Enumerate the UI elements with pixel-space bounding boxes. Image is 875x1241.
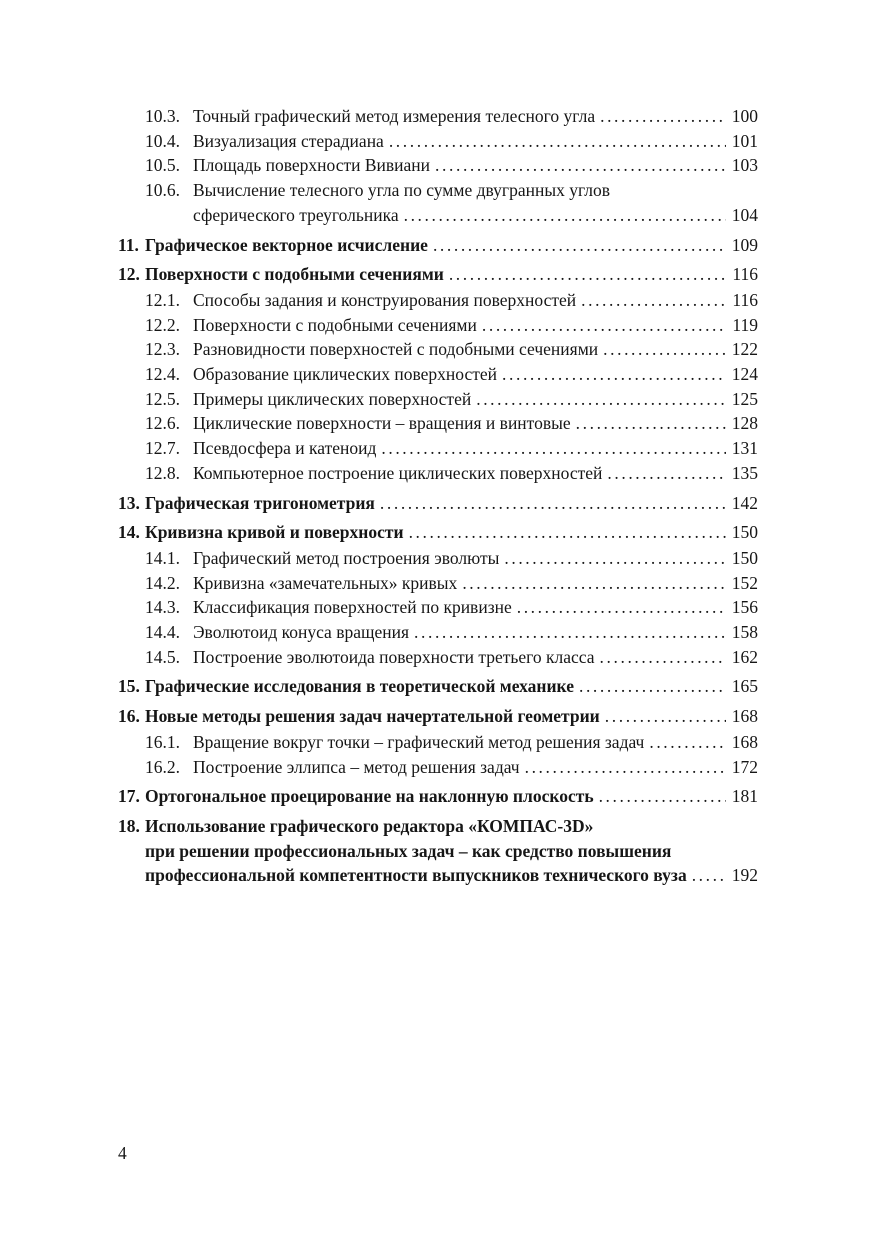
entry-number: 14. (118, 522, 140, 543)
entry-page: 116 (732, 289, 758, 310)
entry-page: 150 (731, 547, 758, 568)
footer-page-number: 4 (118, 1143, 127, 1163)
dot-leader (462, 571, 726, 596)
toc-entry-line (118, 839, 758, 864)
toc-entry (118, 313, 758, 338)
toc-entry-line (145, 178, 758, 203)
entry-number: 14.4. (145, 622, 180, 643)
toc-entry-line (118, 784, 758, 809)
entry-title: Разновидности поверхностей с подобными сечениями (193, 339, 599, 360)
entry-number: 14.5. (145, 646, 180, 667)
entry-number: 10.5. (145, 155, 180, 176)
entry-number: 14.2. (145, 572, 180, 593)
dot-leader (389, 129, 726, 154)
entry-page: 168 (731, 706, 758, 727)
dot-leader (502, 362, 726, 387)
toc-entry (118, 674, 758, 699)
toc-entry-line (145, 129, 758, 154)
entry-title: профессиональной компетентности выпускников технического вуза (145, 865, 687, 886)
toc-entry-line (145, 595, 758, 620)
toc-entry-line (118, 520, 758, 545)
entry-number: 14.3. (145, 597, 180, 618)
entry-number: 12.1. (145, 289, 180, 310)
toc-entry-line (145, 546, 758, 571)
toc-entry (118, 288, 758, 313)
toc-entry-line (145, 620, 758, 645)
toc-entry (118, 178, 758, 227)
entry-title: Кривизна «замечательных» кривых (193, 572, 458, 593)
toc-entry-line (118, 814, 758, 839)
dot-leader (576, 411, 726, 436)
toc-entry-line (145, 755, 758, 780)
entry-page: 104 (731, 204, 758, 225)
toc-entry (118, 337, 758, 362)
dot-leader (476, 387, 726, 412)
entry-title: Примеры циклических поверхностей (193, 388, 472, 409)
entry-number: 10.6. (145, 180, 180, 201)
toc-entry (118, 436, 758, 461)
dot-leader (433, 233, 726, 258)
toc-entry-line (145, 288, 758, 313)
entry-title: сферического треугольника (193, 204, 399, 225)
dot-leader (607, 461, 726, 486)
entry-title: Построение эволютоида поверхности третьего класса (193, 646, 595, 667)
entry-title: Построение эллипса – метод решения задач (193, 756, 520, 777)
dot-leader (605, 704, 726, 729)
entry-page: 103 (731, 155, 758, 176)
toc-entry-line (145, 387, 758, 412)
toc-entry (118, 129, 758, 154)
toc-entry-line (145, 411, 758, 436)
toc-entry-line (145, 436, 758, 461)
toc-entry (118, 362, 758, 387)
entry-number: 15. (118, 676, 140, 697)
toc-entry (118, 571, 758, 596)
dot-leader (599, 784, 726, 809)
entry-title: Псевдосфера и катеноид (193, 438, 377, 459)
entry-title: Вычисление телесного угла по сумме двугранных углов (193, 180, 611, 201)
toc-entry-line (145, 203, 758, 228)
toc-entry (118, 704, 758, 729)
entry-page: 156 (731, 597, 758, 618)
entry-number: 12. (118, 264, 140, 285)
toc-entry (118, 814, 758, 888)
toc-entry (118, 755, 758, 780)
entry-number: 12.5. (145, 388, 180, 409)
entry-number: 11. (118, 234, 139, 255)
entry-title: Ортогональное проецирование на наклонную плоскость (145, 786, 594, 807)
entry-page: 100 (731, 106, 758, 126)
entry-page: 152 (731, 572, 758, 593)
toc-entry (118, 104, 758, 129)
toc-entry (118, 784, 758, 809)
toc-entry-line (145, 571, 758, 596)
toc-entry (118, 411, 758, 436)
dot-leader (603, 337, 726, 362)
toc-entry (118, 461, 758, 486)
dot-leader (517, 595, 726, 620)
dot-leader (504, 546, 726, 571)
toc-entry (118, 595, 758, 620)
toc-entry-line (145, 730, 758, 755)
entry-title: Компьютерное построение циклических поверхностей (193, 462, 603, 483)
entry-number: 12.3. (145, 339, 180, 360)
toc-entry (118, 730, 758, 755)
toc-entry-line (145, 104, 758, 129)
entry-number: 12.4. (145, 364, 180, 385)
entry-number: 10.4. (145, 130, 180, 151)
entry-page: 124 (731, 364, 758, 385)
entry-title: Поверхности с подобными сечениями (145, 264, 444, 285)
entry-title: Графические исследования в теоретической механике (145, 676, 574, 697)
entry-number: 12.6. (145, 413, 180, 434)
entry-page: 150 (731, 522, 758, 543)
entry-number: 13. (118, 492, 140, 513)
entry-title: Визуализация стерадиана (193, 130, 384, 151)
entry-page: 192 (731, 865, 758, 886)
toc-entry (118, 620, 758, 645)
entry-page: 131 (731, 438, 758, 459)
dot-leader (600, 645, 726, 670)
entry-page: 158 (731, 622, 758, 643)
entry-title: Способы задания и конструирования поверхностей (193, 289, 577, 310)
entry-page: 135 (731, 462, 758, 483)
entry-page: 128 (731, 413, 758, 434)
toc-entry-line (145, 313, 758, 338)
toc-entry-line (145, 645, 758, 670)
toc-list (118, 104, 758, 889)
entry-title: Образование циклических поверхностей (193, 364, 498, 385)
dot-leader (581, 288, 726, 313)
toc-entry-line (145, 153, 758, 178)
entry-title: при решении профессиональных задач – как средство повышения (145, 840, 672, 861)
dot-leader (600, 104, 726, 129)
toc-entry (118, 491, 758, 516)
entry-page: 122 (731, 339, 758, 360)
entry-page: 142 (731, 492, 758, 513)
toc-entry (118, 262, 758, 287)
dot-leader (525, 755, 726, 780)
dot-leader (692, 863, 726, 888)
entry-title: Эволютоид конуса вращения (193, 622, 410, 643)
entry-title: Точный графический метод измерения телесного угла (193, 106, 596, 126)
entry-title: Графическое векторное исчисление (145, 234, 428, 255)
toc-entry-line (145, 461, 758, 486)
entry-page: 116 (732, 264, 758, 285)
entry-number: 17. (118, 786, 140, 807)
entry-number: 12.2. (145, 314, 180, 335)
entry-title: Классификация поверхностей по кривизне (193, 597, 512, 618)
toc-entry-line (118, 491, 758, 516)
entry-page: 119 (732, 314, 758, 335)
entry-page: 162 (731, 646, 758, 667)
dot-leader (409, 520, 726, 545)
toc-entry (118, 387, 758, 412)
entry-number: 12.7. (145, 438, 180, 459)
toc-entry (118, 153, 758, 178)
toc-entry-line (118, 863, 758, 888)
entry-title: Кривизна кривой и поверхности (145, 522, 404, 543)
toc-entry (118, 520, 758, 545)
dot-leader (482, 313, 726, 338)
entry-number: 10.3. (145, 106, 180, 126)
entry-page: 101 (731, 130, 758, 151)
toc-entry (118, 233, 758, 258)
entry-page: 168 (731, 731, 758, 752)
toc-entry-line (118, 262, 758, 287)
dot-leader (381, 436, 726, 461)
entry-page: 172 (731, 756, 758, 777)
entry-number: 18. (118, 815, 140, 836)
entry-number: 16. (118, 706, 140, 727)
entry-number: 16.1. (145, 731, 180, 752)
entry-title: Площадь поверхности Вивиани (193, 155, 431, 176)
entry-page: 125 (731, 388, 758, 409)
dot-leader (449, 262, 726, 287)
dot-leader (435, 153, 726, 178)
dot-leader (380, 491, 726, 516)
entry-title: Вращение вокруг точки – графический метод решения задач (193, 731, 645, 752)
dot-leader (579, 674, 726, 699)
entry-page: 165 (731, 676, 758, 697)
dot-leader (404, 203, 726, 228)
toc-entry-line (118, 233, 758, 258)
entry-page: 109 (731, 234, 758, 255)
dot-leader (414, 620, 726, 645)
entry-title: Графический метод построения эволюты (193, 547, 500, 568)
entry-number: 12.8. (145, 462, 180, 483)
toc-entry-line (145, 337, 758, 362)
entry-title: Графическая тригонометрия (145, 492, 375, 513)
entry-number: 14.1. (145, 547, 180, 568)
dot-leader (649, 730, 726, 755)
toc-entry-line (145, 362, 758, 387)
entry-number: 16.2. (145, 756, 180, 777)
entry-page: 181 (731, 786, 758, 807)
toc-entry (118, 645, 758, 670)
toc-entry (118, 546, 758, 571)
entry-title: Поверхности с подобными сечениями (193, 314, 477, 335)
entry-title: Циклические поверхности – вращения и винтовые (193, 413, 571, 434)
toc-entry-line (118, 704, 758, 729)
entry-title: Новые методы решения задач начертательной геометрии (145, 706, 600, 727)
entry-title: Использование графического редактора «КОМПАС-3D» (145, 815, 594, 836)
toc-entry-line (118, 674, 758, 699)
